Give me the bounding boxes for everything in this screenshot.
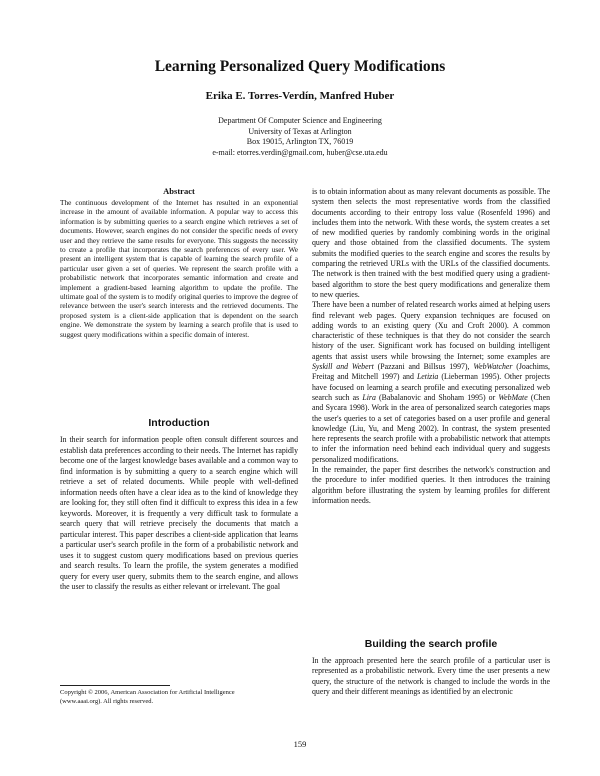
abstract-heading: Abstract [163,186,195,196]
paragraph-remainder: In the remainder, the paper first describes the network's construction and the procedure to infer modified queries. It then introduces the training algorithm before illustrating the system by learning profiles for different information needs. [312,465,550,505]
copyright-line-1: Copyright © 2006, American Association for Artificial Intelligence [60,689,235,696]
related-work-text-a: There have been a number of related research works aimed at helping users find relevant web pages. Query expansion techniques are focused on adding words to an existing query (Xu and Croft 2000). A common characteristic of these techniques is that they do not consider the search history of the user. Significant work has focused on building intelligent agents that assist users while browsing the Internet; some examples are [312,300,550,361]
webwatcher-term: WebWatcher [473,362,513,372]
affiliation-address: Box 19015, Arlington TX, 76019 [246,137,354,146]
related-work-text-b: (Pazzani and Billsus 1997), [373,362,474,372]
affiliation-university: University of Texas at Arlington [248,126,352,136]
footnote-divider [60,685,170,686]
webmate-term: WebMate [498,392,528,402]
lira-term: Lira [362,392,376,402]
right-column-text [312,187,550,506]
copyright-line-2: (www.aaai.org). All rights reserved. [60,697,154,705]
paper-title: Learning Personalized Query Modifications [154,58,446,75]
building-profile-heading: Building the search profile [364,638,498,650]
building-profile-text: In the approach presented here the search profile of a particular user is represented as a probabilistic network. Every time the user presents a new query, the structure of the network is changed to include the words in the query and their different meanings as identified by an electronic [312,656,550,697]
paragraph-related-work [312,300,550,465]
introduction-text: In their search for information people often consult different sources and establish data preferences according to their needs. The Internet has rapidly become one of the largest knowledge bases available and a common way to find information is by submitting a query to a search engine which will retrieve a set of related documents. While people with well-defined information needs often have a clear idea as to the kind of knowledge they are looking for, they still often find it difficult to express this idea in a few keywords. Moreover, it is frequently a very difficult task to formulate a search query that will retrieve precisely the documents that match a particular interest. This paper describes a client-side application that learns a particular user's search profile in the form of a probabilistic network and uses it to suggest custom query modifications based on previous queries and search results. To learn the profile, the system generates a modified query for every user query, submits them to the search engine, and allows the user to classify the results as either relevant or irrelevant. The goal [60,435,298,591]
page-number: 159 [293,739,307,749]
related-work-text-f: (Chen and Sycara 1998). Work in the area of personalized search categories maps the user's queries to a set of categories based on a user profile and general knowledge (Liu, Yu, and Meng 2002). In contrast, the system presented here represents the search profile with a probabilistic network that attempts to infer the information need behind each individual query and suggests personalized modifications. [312,392,551,464]
copyright-notice [60,689,298,706]
related-work-text-c: (Joachims, Freitag and Mitchell 1997) and [312,362,550,382]
affiliation-block [0,116,600,158]
paper-authors: Erika E. Torres-Verdín, Manfred Huber [205,90,395,102]
letizia-term: Letizia [416,372,439,382]
syskill-webert-term: Syskill and Webert [312,362,374,372]
abstract-text: The continuous development of the Internet has resulted in an exponential increase in the amount of available information. A popular way to access this information is by submitting queries to a search engine which retrieves a set of documents. However, search engines do not consider the specific needs of every user and they retrieve the same results for everyone. This suggests the necessity to create a profile that incorporates the search preferences of every user. We present an intelligent system that is capable of learning the search profile of a particular user given a set of queries. We represent the search profile with a probabilistic network that incorporates semantic information and create and implement a gradient-based learning algorithm to update the profile. The ultimate goal of the system is to modify original queries to improve the degree of relevance between the user's search interests and the retrieved documents. The proposed system is a client-side application that is dependent on the search engine. We demonstrate the system by learning a search profile that is used to suggest query modifications within a specific domain of interest. [60,198,298,339]
affiliation-department: Department Of Computer Science and Engineering [218,116,382,125]
introduction-heading: Introduction [148,417,210,429]
affiliation-email: e-mail: etorres.verdin@gmail.com, huber@cse.uta.edu [212,147,388,157]
related-work-text-e: (Babalanovic and Shoham 1995) or [375,392,499,402]
paragraph-1: is to obtain information about as many relevant documents as possible. The system then selects the most representative words from the classified documents according to their entropy loss value (Rosenfeld 1996) and includes them into the network. With these words, the system creates a set of new modified queries by randomly combining words in the original query and those obtained from the classified documents. The system submits the modified queries to the search engine and scores the results by comparing the retrieved URLs with the URLs of the classified documents. The network is then trained with the best modified query using a gradient-based algorithm to store the best query modifications and generalize them to new queries. [312,187,550,299]
related-work-text-d: (Lieberman 1995). Other projects have focused on learning a search profile and executing personalized web search such as [312,372,550,402]
